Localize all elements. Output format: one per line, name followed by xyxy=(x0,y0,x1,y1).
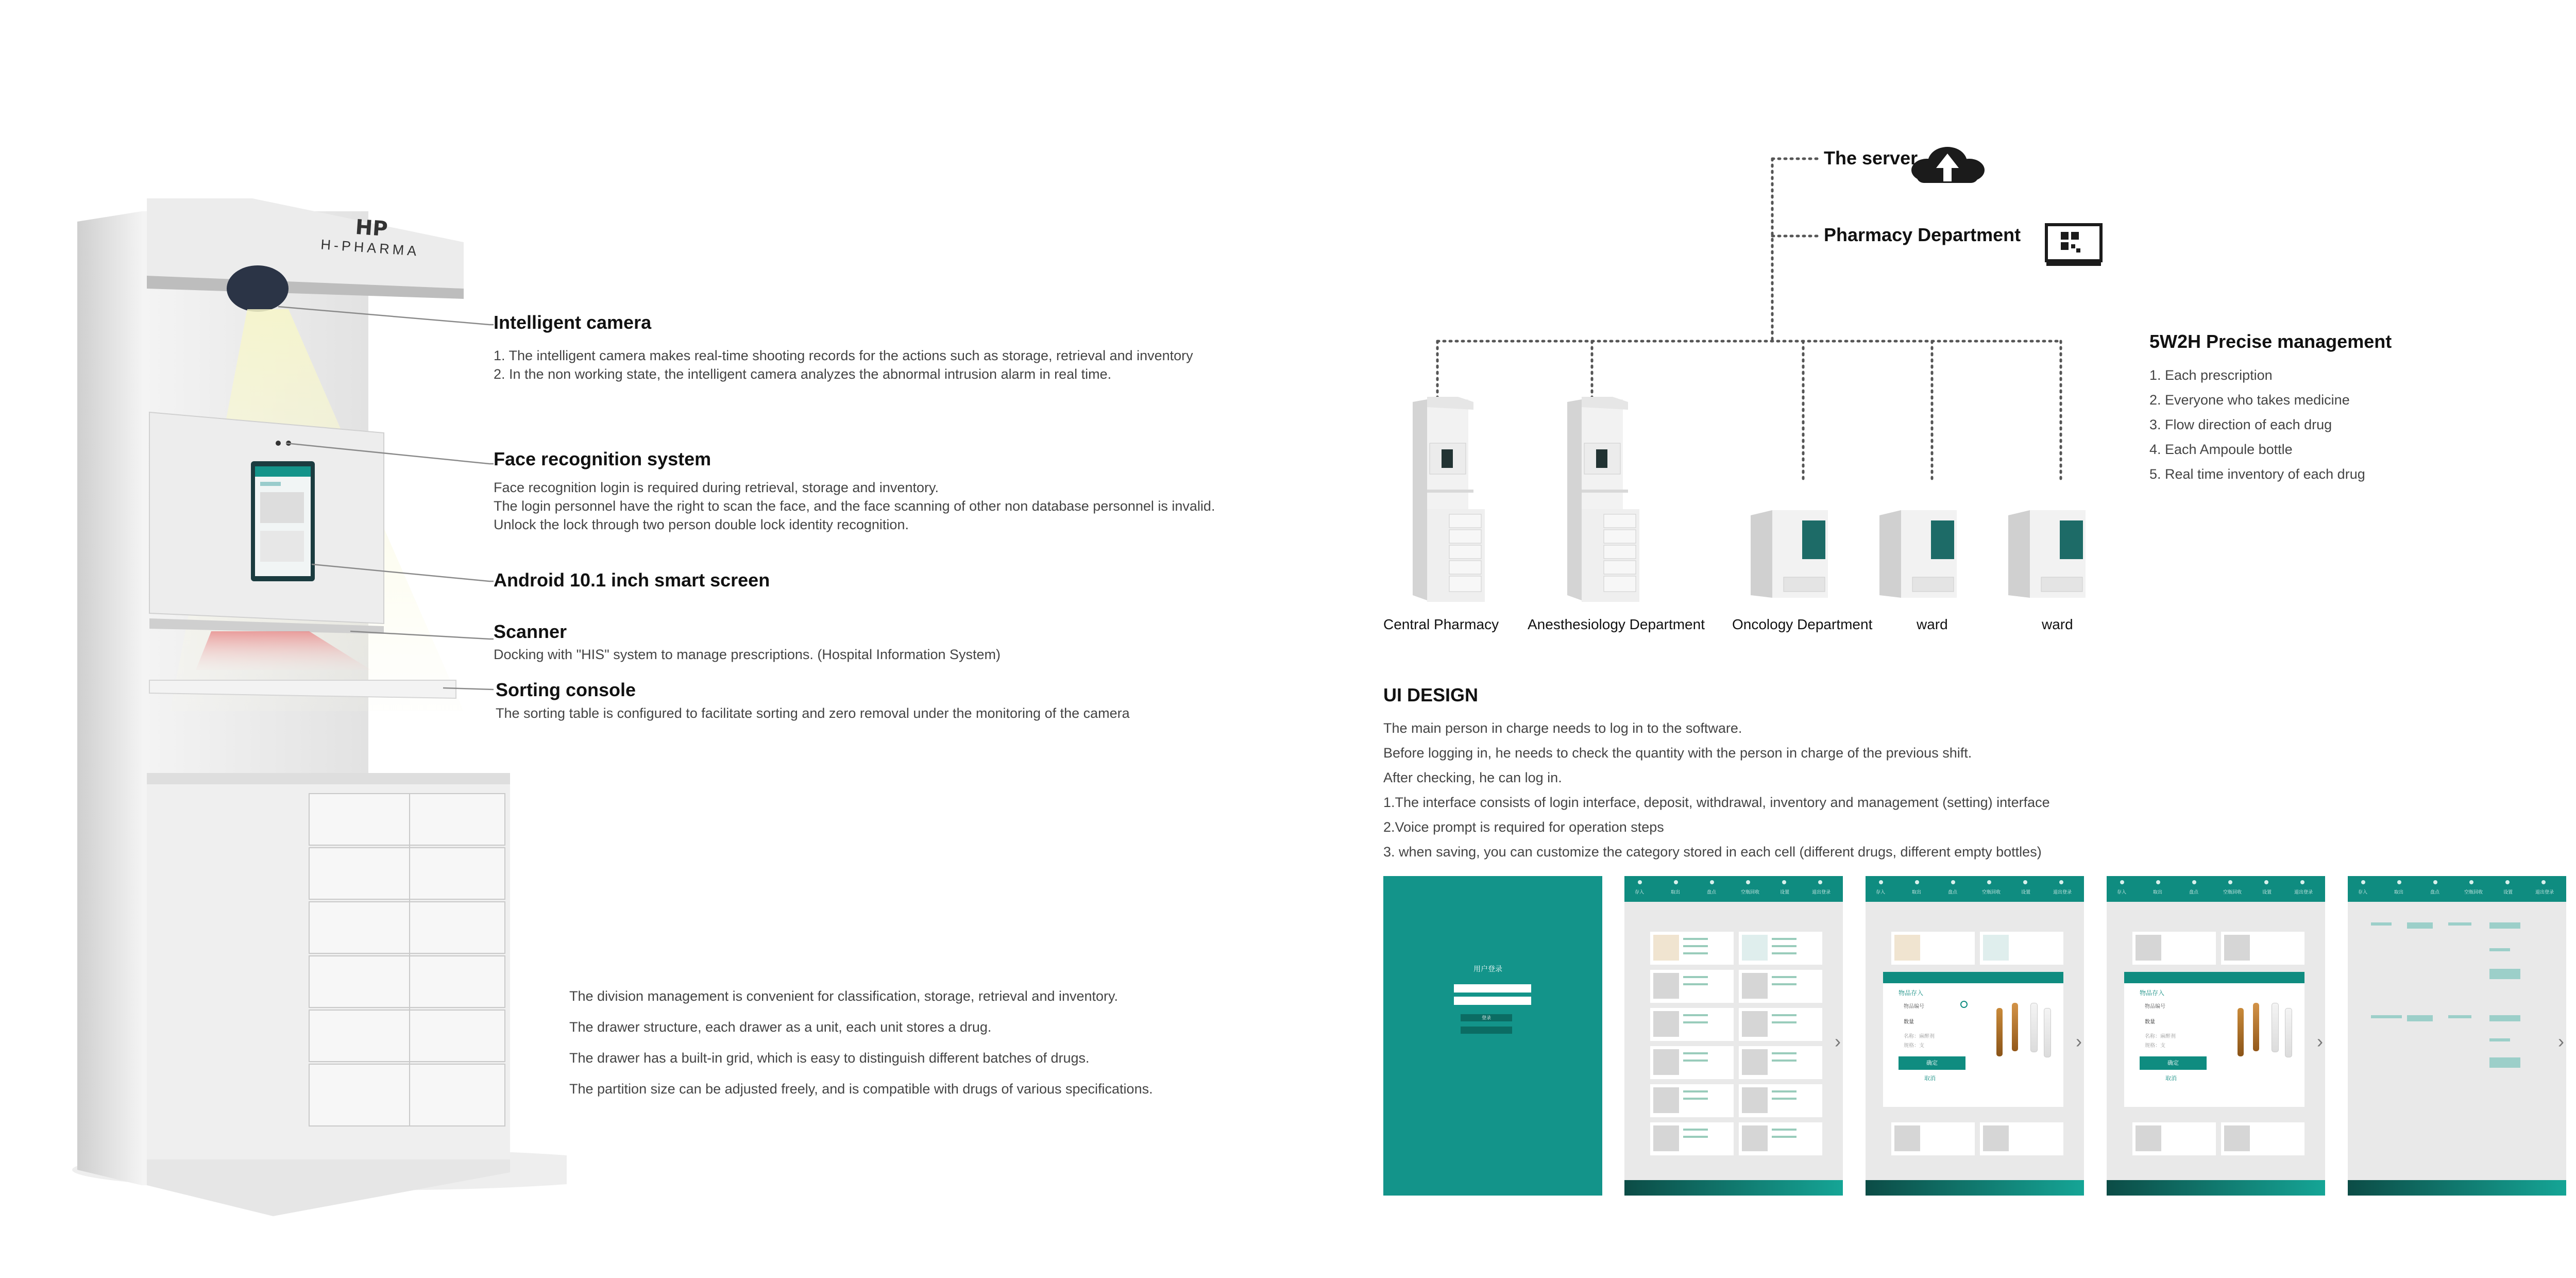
nav-tab[interactable]: 取出 xyxy=(1912,889,1922,895)
drug-cell[interactable] xyxy=(1980,1122,2063,1155)
withdraw-dialog-screen xyxy=(2107,876,2325,1196)
ampoule-image xyxy=(2253,1003,2259,1051)
ui-design-title: UI DESIGN xyxy=(1383,684,1479,705)
dialog-field-label: 规格：支 xyxy=(2145,1043,2165,1049)
node-label: Oncology Department xyxy=(1732,616,1873,632)
face-line-2: The login personnel have the right to scan the face, and the face scanning of other non database personnel is invalid. xyxy=(494,498,1215,514)
next-arrow-icon[interactable]: › xyxy=(2558,1031,2564,1052)
login-title: 用户登录 xyxy=(1473,965,1502,973)
settings-screen xyxy=(2348,876,2566,1196)
nav-tab[interactable]: 退出登录 xyxy=(2294,889,2313,895)
settings-item[interactable] xyxy=(2407,1015,2433,1021)
nav-tab[interactable]: 设置 xyxy=(2262,889,2272,895)
deposit-dialog xyxy=(1883,972,2063,1107)
nav-tab[interactable]: 退出登录 xyxy=(2535,889,2554,895)
drug-cell[interactable] xyxy=(1739,970,1822,1003)
nav-tab[interactable]: 盘点 xyxy=(2189,889,2199,895)
face-line-1: Face recognition login is required during retrieval, storage and inventory. xyxy=(494,480,939,495)
drawer-note-1: The division management is convenient for classification, storage, retrieval and inventory. xyxy=(569,988,1118,1004)
drug-cell[interactable] xyxy=(2132,1122,2216,1155)
footer-bar xyxy=(2348,1180,2566,1196)
nav-tab[interactable]: 设置 xyxy=(1780,889,1790,895)
drawer-note-4: The partition size can be adjusted freely, and is compatible with drugs of various specifications. xyxy=(569,1081,1153,1097)
nav-tab[interactable]: 盘点 xyxy=(1707,889,1717,895)
next-arrow-icon[interactable]: › xyxy=(2076,1031,2082,1052)
dialog-field-label: 物品编号 xyxy=(1904,1004,1924,1010)
drug-cell[interactable] xyxy=(1650,1008,1734,1041)
next-arrow-icon[interactable]: › xyxy=(1835,1031,1841,1052)
drawer-note-2: The drawer structure, each drawer as a unit, each unit stores a drug. xyxy=(569,1019,992,1035)
leader-lines xyxy=(0,0,567,721)
ampoule-image xyxy=(1996,1008,2003,1056)
top-nav xyxy=(2348,876,2566,902)
nav-tab[interactable]: 盘点 xyxy=(1948,889,1958,895)
nav-tab[interactable]: 空瓶回收 xyxy=(2223,889,2242,895)
node-label: ward xyxy=(2042,616,2073,632)
settings-item[interactable] xyxy=(2407,922,2433,929)
ui-design-line: Before logging in, he needs to check the quantity with the person in charge of the previous shift. xyxy=(1383,745,1972,761)
footer-bar xyxy=(2107,1180,2325,1196)
camera-line-2: 2. In the non working state, the intelligent camera analyzes the abnormal intrusion alarm in real time. xyxy=(494,366,1112,382)
ampoule-image xyxy=(2044,1008,2051,1057)
brand-mark: HP xyxy=(354,215,388,242)
top-nav xyxy=(2107,876,2325,902)
management-item: 1. Each prescription xyxy=(2149,367,2273,383)
cancel-button[interactable]: 取消 xyxy=(1924,1075,1936,1082)
dialog-title: 物品存入 xyxy=(1899,989,1924,997)
drug-cell[interactable] xyxy=(1650,1046,1734,1079)
login-button[interactable]: 登录 xyxy=(1461,1014,1512,1021)
nav-tab[interactable]: 取出 xyxy=(2153,889,2163,895)
dialog-field-label: 名称：麻醉剂 xyxy=(2145,1034,2176,1039)
drug-cell[interactable] xyxy=(1739,1122,1822,1155)
settings-item[interactable] xyxy=(2371,922,2392,926)
nav-tab[interactable]: 退出登录 xyxy=(2053,889,2072,895)
drug-cell[interactable] xyxy=(2221,932,2304,965)
drug-cell[interactable] xyxy=(2132,932,2216,965)
face-title: Face recognition system xyxy=(494,448,711,469)
nav-tab[interactable]: 取出 xyxy=(2394,889,2404,895)
management-item: 5. Real time inventory of each drug xyxy=(2149,466,2365,482)
settings-item[interactable] xyxy=(2489,1015,2520,1021)
drug-cell[interactable] xyxy=(1980,932,2063,965)
nav-tab[interactable]: 空瓶回收 xyxy=(2464,889,2483,895)
dialog-title: 物品存入 xyxy=(2140,989,2165,997)
confirm-button[interactable]: 确定 xyxy=(1899,1056,1965,1070)
ampoule-image xyxy=(2012,1003,2018,1051)
dialog-field-label: 名称：麻醉剂 xyxy=(1904,1034,1935,1039)
cancel-button[interactable]: 取消 xyxy=(2165,1075,2177,1082)
ampoule-image xyxy=(2285,1008,2292,1057)
settings-item[interactable] xyxy=(2489,1057,2520,1068)
sorting-title: Sorting console xyxy=(496,679,636,700)
username-field[interactable] xyxy=(1454,984,1531,993)
ampoule-image xyxy=(2238,1008,2244,1056)
nav-tab[interactable]: 盘点 xyxy=(2430,889,2440,895)
nav-tab[interactable]: 设置 xyxy=(2503,889,2513,895)
brand-name: H-PHARMA xyxy=(320,237,420,259)
login-screen xyxy=(1383,876,1602,1196)
confirm-button[interactable]: 确定 xyxy=(2140,1056,2207,1070)
ui-design-line: After checking, he can log in. xyxy=(1383,770,1562,785)
nav-tab[interactable]: 存入 xyxy=(1876,889,1886,895)
settings-item[interactable] xyxy=(2489,1038,2510,1041)
deposit-grid-screen xyxy=(1624,876,1843,1196)
next-arrow-icon[interactable]: › xyxy=(2317,1031,2323,1052)
nav-tab[interactable]: 存入 xyxy=(2358,889,2368,895)
search-icon[interactable] xyxy=(1960,1001,1968,1008)
drug-cell[interactable] xyxy=(2221,1122,2304,1155)
nav-tab[interactable]: 设置 xyxy=(2021,889,2031,895)
settings-item[interactable] xyxy=(2489,969,2520,979)
screen-title: Android 10.1 inch smart screen xyxy=(494,569,770,591)
settings-item[interactable] xyxy=(2489,948,2510,951)
network-diagram xyxy=(1365,134,2112,660)
pharmacy-label: Pharmacy Department xyxy=(1824,224,2021,245)
settings-item[interactable] xyxy=(2489,922,2520,929)
drug-cell[interactable] xyxy=(1891,932,1975,965)
drug-cell[interactable] xyxy=(1739,1084,1822,1117)
ampoule-image xyxy=(2272,1003,2279,1052)
qr-monitor-icon xyxy=(2046,225,2101,266)
drug-cell[interactable] xyxy=(1739,932,1822,965)
drug-cell[interactable] xyxy=(1650,1084,1734,1117)
nav-tab[interactable]: 存入 xyxy=(2117,889,2127,895)
ampoule-image xyxy=(2030,1003,2038,1052)
node-label: Anesthesiology Department xyxy=(1528,616,1705,632)
dialog-field-label: 数量 xyxy=(1904,1019,1914,1025)
deposit-dialog-screen xyxy=(1866,876,2084,1196)
management-item: 2. Everyone who takes medicine xyxy=(2149,392,2350,408)
dialog-field-label: 数量 xyxy=(2145,1019,2155,1025)
face-line-3: Unlock the lock through two person double lock identity recognition. xyxy=(494,517,909,532)
settings-item[interactable] xyxy=(2448,922,2471,926)
ui-design-line: 1.The interface consists of login interface, deposit, withdrawal, inventory and management (setting) interface xyxy=(1383,795,2050,810)
management-item: 4. Each Ampoule bottle xyxy=(2149,442,2293,457)
drug-cell[interactable] xyxy=(1739,1046,1822,1079)
ui-design-line: 2.Voice prompt is required for operation steps xyxy=(1383,819,1664,835)
drug-cell[interactable] xyxy=(1650,970,1734,1003)
nav-tab[interactable]: 空瓶回收 xyxy=(1982,889,2001,895)
server-label: The server xyxy=(1824,147,1918,169)
login-secondary-button[interactable] xyxy=(1461,1027,1512,1034)
scanner-line: Docking with "HIS" system to manage prescriptions. (Hospital Information System) xyxy=(494,647,1001,662)
nav-tab[interactable]: 取出 xyxy=(1671,889,1681,895)
camera-line-1: 1. The intelligent camera makes real-time shooting records for the actions such as storage, retrieval and inventory xyxy=(494,348,1193,363)
dialog-field-label: 规格：支 xyxy=(1904,1043,1924,1049)
drug-cell[interactable] xyxy=(1739,1008,1822,1041)
nav-tab[interactable]: 退出登录 xyxy=(1812,889,1831,895)
camera-title: Intelligent camera xyxy=(494,312,652,333)
password-field[interactable] xyxy=(1454,997,1531,1005)
deposit-dialog xyxy=(2124,972,2304,1107)
top-nav xyxy=(1866,876,2084,902)
footer-bar xyxy=(1866,1180,2084,1196)
drug-cell[interactable] xyxy=(1650,1122,1734,1155)
management-item: 3. Flow direction of each drug xyxy=(2149,417,2332,432)
ui-design-line: The main person in charge needs to log in to the software. xyxy=(1383,720,1742,736)
cloud-upload-icon xyxy=(1911,147,1985,183)
drug-cell[interactable] xyxy=(1891,1122,1975,1155)
footer-bar xyxy=(1624,1180,1843,1196)
top-nav xyxy=(1624,876,1843,902)
ui-design-line: 3. when saving, you can customize the category stored in each cell (different drugs, different empty bottles) xyxy=(1383,844,2042,860)
management-title: 5W2H Precise management xyxy=(2149,331,2392,352)
node-label: ward xyxy=(1917,616,1948,632)
drug-cell[interactable] xyxy=(1650,932,1734,965)
sorting-line: The sorting table is configured to facilitate sorting and zero removal under the monitoring of the camera xyxy=(496,705,1130,721)
nav-tab[interactable]: 存入 xyxy=(1635,889,1645,895)
drawer-note-3: The drawer has a built-in grid, which is easy to distinguish different batches of drugs. xyxy=(569,1050,1090,1066)
node-label: Central Pharmacy xyxy=(1383,616,1499,632)
dialog-field-label: 物品编号 xyxy=(2145,1004,2165,1010)
settings-item[interactable] xyxy=(2448,1015,2471,1018)
nav-tab[interactable]: 空瓶回收 xyxy=(1741,889,1760,895)
scanner-title: Scanner xyxy=(494,621,567,642)
settings-item[interactable] xyxy=(2371,1015,2402,1018)
